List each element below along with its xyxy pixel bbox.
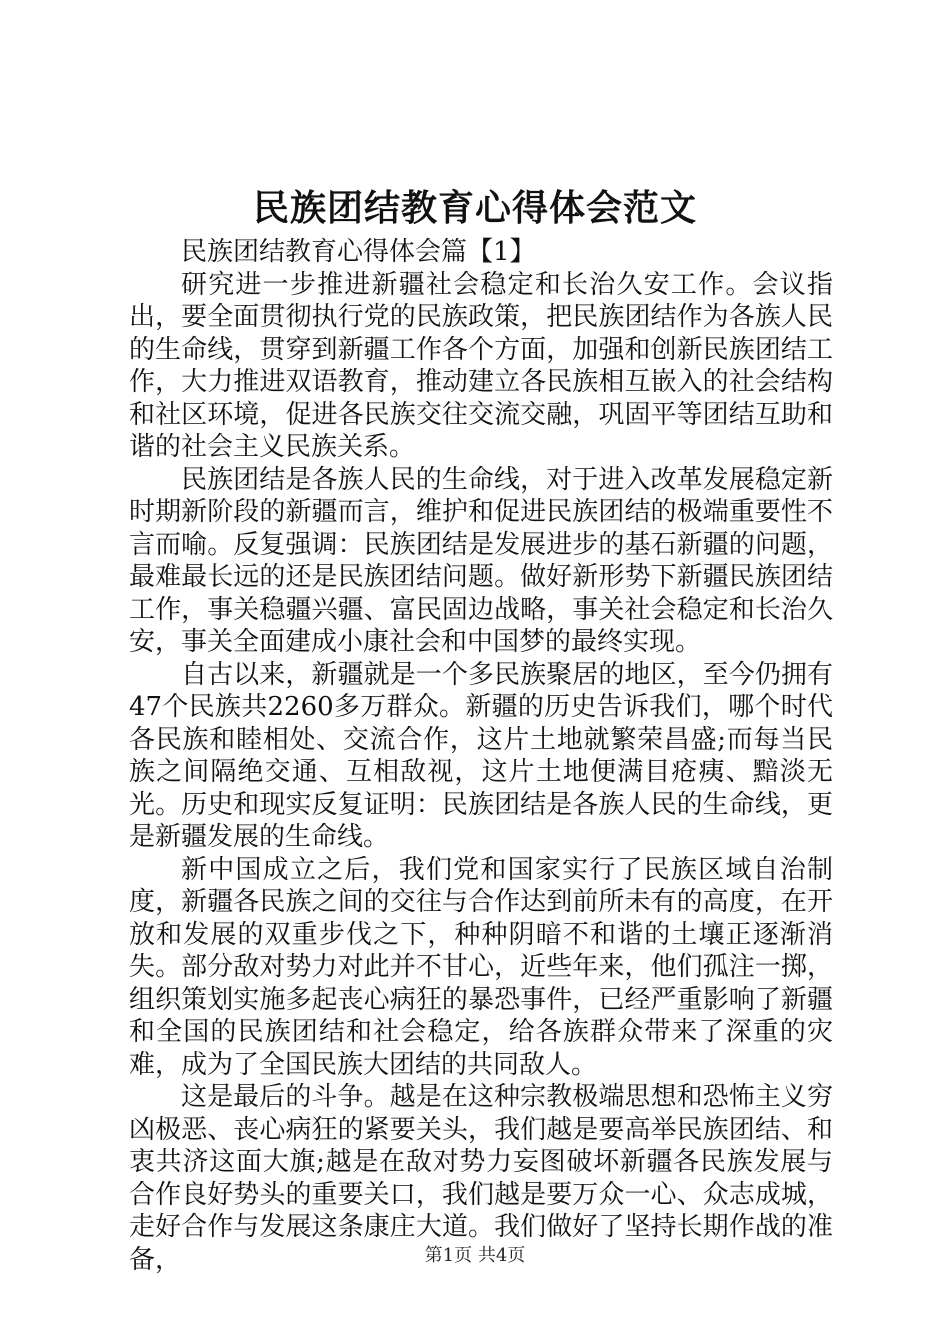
paragraph-4: 新中国成立之后，我们党和国家实行了民族区域自治制度，新疆各民族之间的交往与合作达到前所未有的高度，在开放和发展的双重步伐之下，种种阴暗不和谐的土壤正逐渐消失。部分敌对势力对此并不甘心，近些年来，他们孤注一掷，组织策划实施多起丧心病狂的暴恐事件，已经严重影响了新疆和全国的民族团结和社会稳定，给各族群众带来了深重的灾难，成为了全国民族大团结的共同敌人。 [129, 854, 833, 1080]
paragraph-3: 自古以来，新疆就是一个多民族聚居的地区，至今仍拥有47个民族共2260多万群众。新疆的历史告诉我们，哪个时代各民族和睦相处、交流合作，这片土地就繁荣昌盛;而每当民族之间隔绝交通、互相敌视，这片土地便满目疮痍、黯淡无光。历史和现实反复证明：民族团结是各族人民的生命线，更是新疆发展的生命线。 [129, 659, 833, 852]
paragraph-2: 民族团结是各族人民的生命线，对于进入改革发展稳定新时期新阶段的新疆而言，维护和促进民族团结的极端重要性不言而喻。反复强调：民族团结是发展进步的基石新疆的问题，最难最长远的还是民族团结问题。做好新形势下新疆民族团结工作，事关稳疆兴疆、富民固边战略，事关社会稳定和长治久安，事关全面建成小康社会和中国梦的最终实现。 [129, 464, 833, 657]
page-title: 民族团结教育心得体会范文 [252, 187, 697, 229]
paragraph-1: 研究进一步推进新疆社会稳定和长治久安工作。会议指出，要全面贯彻执行党的民族政策，把民族团结作为各族人民的生命线，贯穿到新疆工作各个方面，加强和创新民族团结工作，大力推进双语教育，推动建立各民族相互嵌入的社会结构和社区环境，促进各民族交往交流交融，巩固平等团结互助和谐的社会主义民族关系。 [129, 269, 833, 462]
paragraph-5: 这是最后的斗争。越是在这种宗教极端思想和恐怖主义穷凶极恶、丧心病狂的紧要关头，我们越是要高举民族团结、和衷共济这面大旗;越是在敌对势力妄图破坏新疆各民族发展与合作良好势头的重要关口，我们越是要万众一心、众志成城，走好合作与发展这条康庄大道。我们做好了坚持长期作战的准备， [129, 1082, 833, 1275]
section-heading: 民族团结教育心得体会篇【1】 [181, 237, 536, 267]
document-body [129, 236, 833, 1276]
page-number-footer: 第1页 共4页 [424, 1245, 526, 1266]
